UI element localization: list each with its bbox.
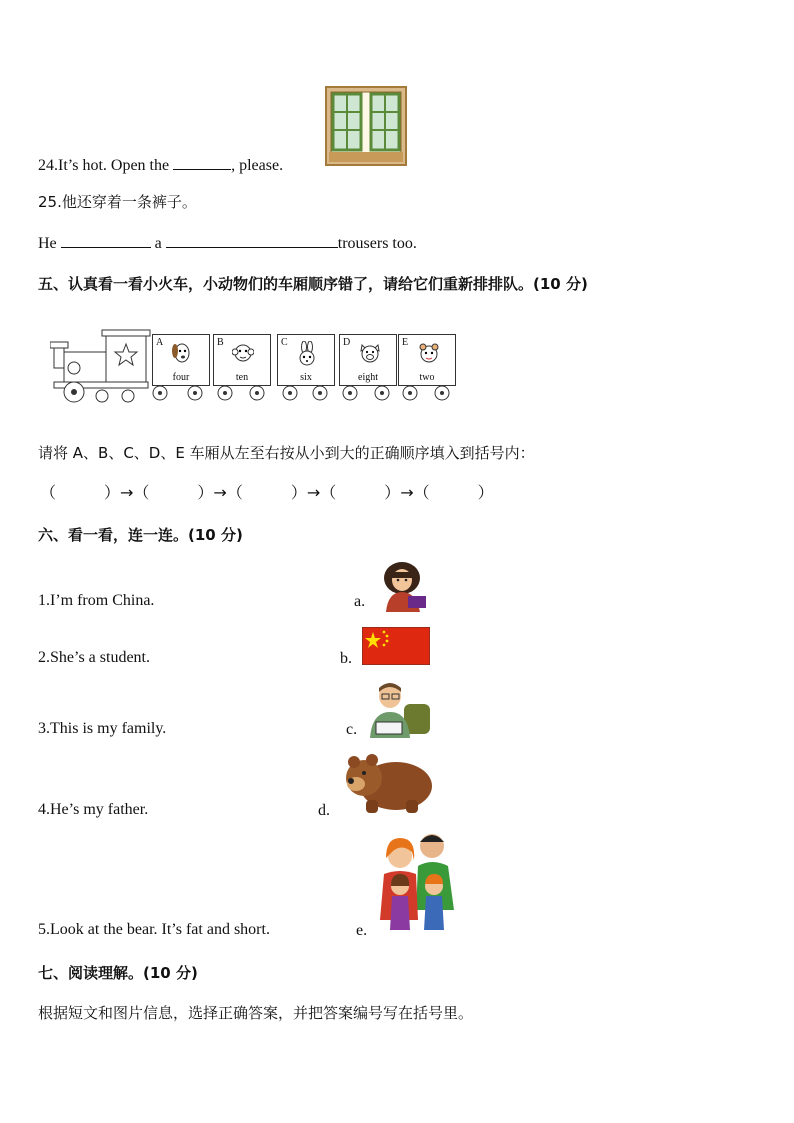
car-letter: B — [217, 337, 224, 348]
question-25-answer-line — [38, 233, 417, 253]
car-word: four — [172, 372, 190, 383]
q25-word-he: He — [38, 235, 61, 252]
order-answer-row[interactable]: （ ）→（ ）→（ ）→（ ）→（ ） — [40, 483, 494, 502]
q25-blank-2[interactable] — [166, 233, 338, 248]
q24-text-after: , please. — [231, 157, 284, 174]
train-engine-image — [50, 326, 152, 404]
car-letter: D — [343, 337, 351, 348]
bear-image — [342, 748, 434, 814]
q25-blank-1[interactable] — [61, 233, 151, 248]
car-word: two — [419, 372, 435, 383]
train-car-e — [398, 334, 456, 386]
car-letter: C — [281, 337, 288, 348]
question-24 — [38, 155, 283, 175]
match-letter-c: c. — [346, 721, 358, 738]
father-reading-image — [366, 682, 430, 738]
section-6-heading: 六、看一看，连一连。(10 分) — [38, 526, 243, 544]
section-5-heading: 五、认真看一看小火车，小动物们的车厢顺序错了，请给它们重新排排队。(10 分) — [38, 275, 588, 293]
train-car-d — [339, 334, 397, 386]
rabbit-icon — [296, 341, 318, 367]
monkey-icon — [232, 341, 254, 365]
car-letter: E — [402, 337, 409, 348]
train-car-c — [277, 334, 335, 386]
train-wheels — [150, 384, 460, 404]
match-sentence-2: 2.She’s a student. — [38, 649, 150, 666]
dog-icon — [171, 341, 193, 365]
student-girl-image — [376, 560, 432, 612]
section-7-heading: 七、阅读理解。(10 分) — [38, 964, 198, 982]
q24-answer-blank[interactable] — [173, 155, 231, 170]
match-letter-a: a. — [354, 593, 366, 610]
match-letter-d: d. — [318, 802, 330, 819]
match-sentence-3: 3.This is my family. — [38, 720, 167, 737]
car-word: ten — [235, 372, 249, 383]
q25-word-a: a — [154, 235, 166, 252]
car-word: eight — [358, 372, 378, 383]
match-letter-b: b. — [340, 650, 352, 667]
section-5-instruction: 请将 A、B、C、D、E 车厢从左至右按从小到大的正确顺序填入到括号内： — [38, 444, 535, 462]
question-25-prompt: 25.他还穿着一条裤子。 — [38, 193, 197, 211]
q24-text-before: 24.It’s hot. Open the — [38, 157, 174, 174]
cat-icon — [417, 341, 441, 365]
family-image — [374, 830, 462, 932]
match-sentence-5: 5.Look at the bear. It’s fat and short. — [38, 921, 270, 938]
train-car-a — [152, 334, 210, 386]
match-sentence-4: 4.He’s my father. — [38, 801, 149, 818]
car-letter: A — [156, 337, 164, 348]
china-flag-image — [362, 627, 430, 665]
window-image — [325, 86, 407, 166]
car-word: six — [300, 372, 312, 383]
match-letter-e: e. — [356, 922, 368, 939]
q25-word-trousers: trousers too. — [337, 235, 417, 252]
pig-icon — [358, 341, 382, 365]
section-7-instruction: 根据短文和图片信息，选择正确答案，并把答案编号写在括号里。 — [38, 1004, 474, 1022]
train-car-b — [213, 334, 271, 386]
match-sentence-1: 1.I’m from China. — [38, 592, 155, 609]
